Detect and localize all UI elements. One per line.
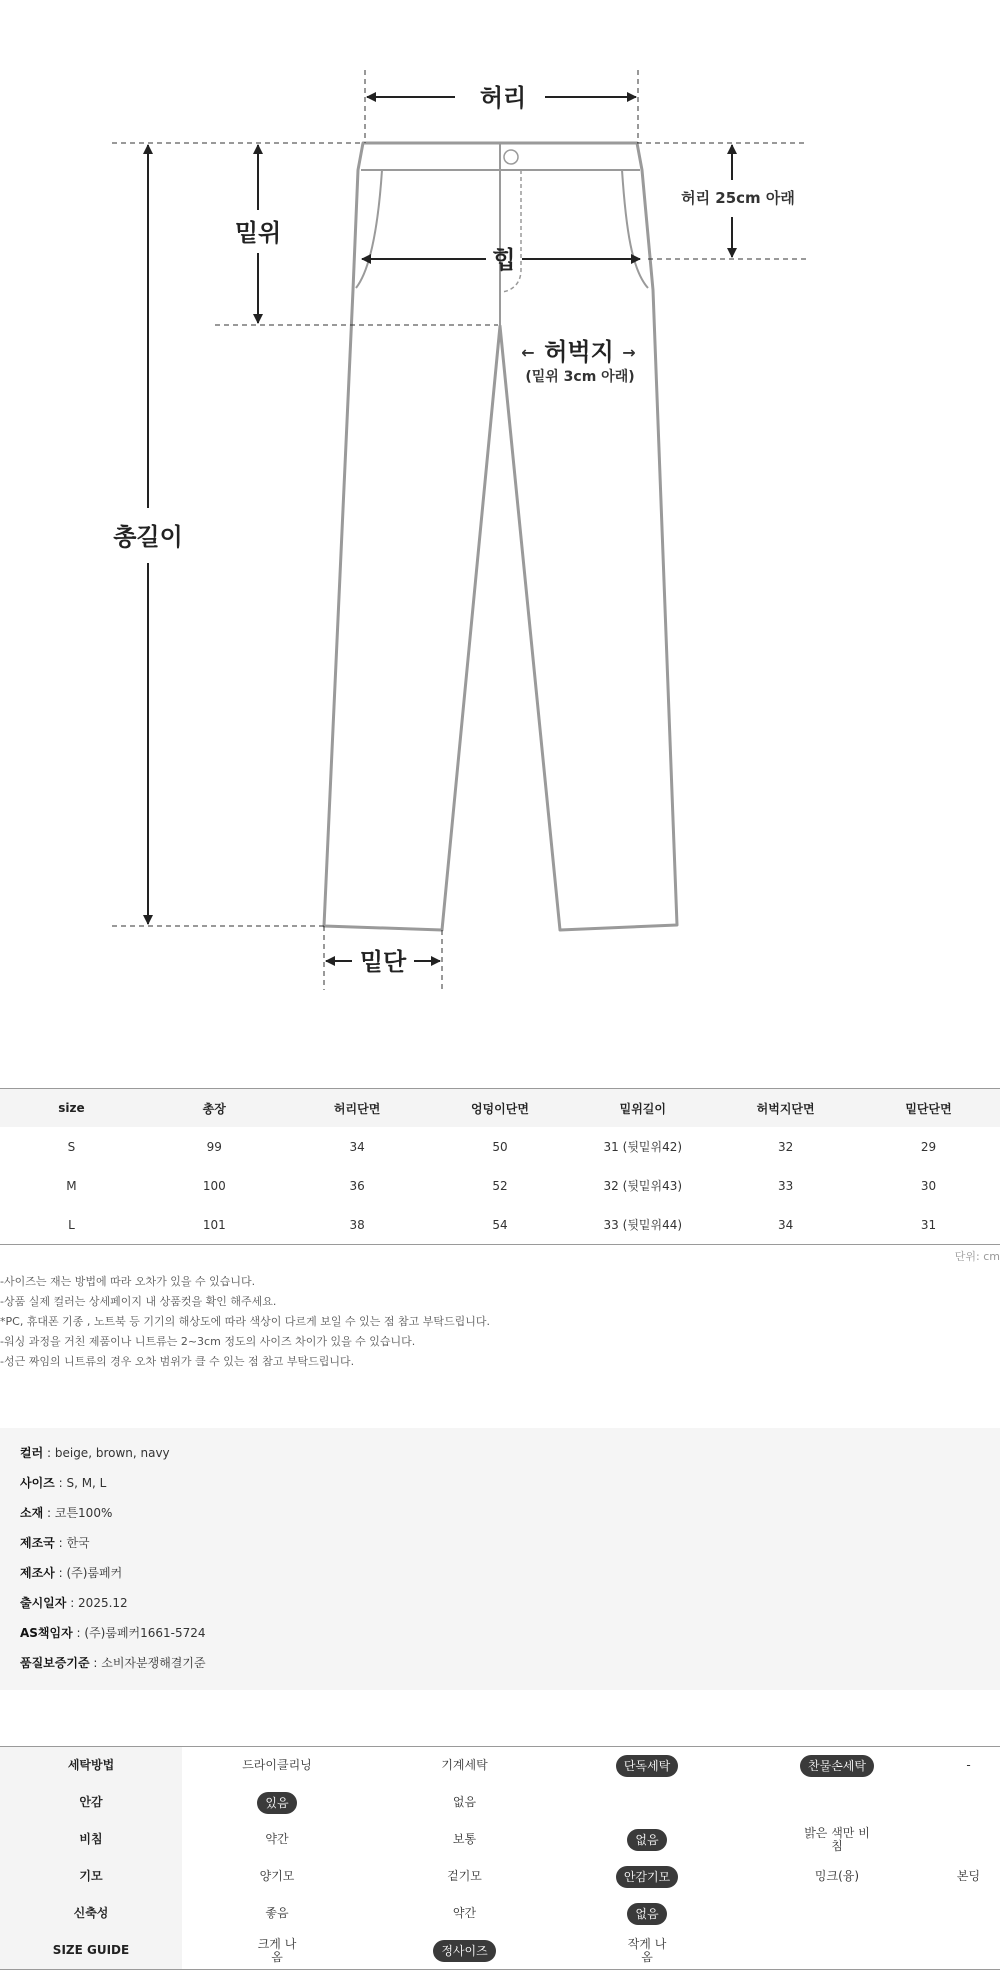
- care-cell: [182, 1784, 372, 1821]
- care-row: [0, 1932, 1000, 1970]
- care-value: 밍크(융): [814, 1869, 860, 1883]
- info-row-country: [20, 1528, 206, 1558]
- thigh-sub-label: (밑위 3cm 아래): [525, 369, 635, 385]
- header-cell: 허리단면: [286, 1089, 429, 1128]
- care-row-head: 안감: [0, 1784, 182, 1821]
- info-value: : 코튼100%: [43, 1506, 113, 1520]
- table-cell: 99: [206, 1139, 222, 1154]
- length-label: 총길이: [113, 523, 183, 551]
- size-cell: M: [66, 1178, 77, 1193]
- product-info-box: [0, 1428, 1000, 1690]
- table-cell: 101: [143, 1205, 286, 1245]
- care-value: 기계세탁: [441, 1758, 488, 1772]
- size-cell: S: [67, 1139, 76, 1154]
- care-value: -: [966, 1758, 971, 1772]
- header-cell: 총장: [143, 1089, 286, 1128]
- header-cell: size: [0, 1089, 143, 1128]
- header-cell: 허벅지단면: [714, 1089, 857, 1128]
- care-cell: [372, 1895, 557, 1932]
- header-cell: 엉덩이단면: [429, 1089, 572, 1128]
- note-line: -워싱 과정을 거친 제품이나 니트류는 2~3cm 정도의 사이즈 차이가 있을 수 있습니다.: [0, 1335, 416, 1348]
- care-row: [0, 1858, 1000, 1895]
- info-row-material: [20, 1498, 206, 1528]
- care-row: [0, 1821, 1000, 1858]
- care-cell: [557, 1858, 737, 1895]
- care-cell: [182, 1858, 372, 1895]
- hip-label: 힙: [492, 246, 516, 274]
- info-row-manufacturer: [20, 1558, 206, 1588]
- table-row: [0, 1127, 1000, 1166]
- thigh-right-arrow-icon: →: [622, 343, 636, 362]
- care-cell: [737, 1784, 937, 1821]
- care-cell: [372, 1747, 557, 1785]
- note-line: -성근 짜임의 니트류의 경우 오차 범위가 클 수 있는 점 참고 부탁드립니다.: [0, 1355, 355, 1368]
- care-cell: [737, 1821, 937, 1858]
- selected-pill: 단독세탁: [616, 1755, 678, 1777]
- header-cell: 밑단단면: [857, 1089, 1000, 1128]
- care-cell: [737, 1932, 937, 1970]
- table-cell: 100: [202, 1178, 226, 1193]
- care-cell: [937, 1784, 1000, 1821]
- table-row: [0, 1166, 1000, 1205]
- care-cell: [372, 1932, 557, 1970]
- unit-note: 단위: cm: [954, 1250, 1000, 1263]
- care-row-head: 비침: [0, 1821, 182, 1858]
- care-cell: [182, 1932, 372, 1970]
- care-value: 좋음: [265, 1906, 289, 1920]
- table-cell: 31: [857, 1205, 1000, 1245]
- info-row-as: [20, 1618, 206, 1648]
- care-row-head: 세탁방법: [0, 1747, 182, 1785]
- selected-pill: 없음: [627, 1903, 666, 1925]
- info-row-color: [20, 1438, 206, 1468]
- table-row: [0, 1205, 1000, 1245]
- table-cell: 54: [429, 1205, 572, 1245]
- table-cell: 52: [492, 1178, 508, 1193]
- table-cell: 34: [714, 1205, 857, 1245]
- hem-label: 밑단: [359, 948, 407, 976]
- info-label: 컬러: [20, 1446, 44, 1460]
- info-row-release: [20, 1588, 206, 1618]
- care-cell: [737, 1747, 937, 1785]
- info-label: AS책임자: [20, 1626, 73, 1640]
- care-row-head: SIZE GUIDE: [0, 1932, 182, 1970]
- care-value: 드라이클리닝: [242, 1758, 312, 1772]
- care-cell: [557, 1784, 737, 1821]
- waist-25-label: 허리 25cm 아래: [681, 189, 795, 207]
- info-value: : (주)룸페커1661-5724: [72, 1626, 206, 1640]
- care-row: [0, 1747, 1000, 1785]
- care-value: 보통: [452, 1832, 477, 1846]
- care-row-head: 기모: [0, 1858, 182, 1895]
- size-table: [0, 1088, 1000, 1245]
- table-cell: 50: [492, 1139, 508, 1154]
- table-cell: 32 (뒷밑위43): [603, 1179, 683, 1193]
- care-value: 밝은 색만 비 침: [804, 1825, 870, 1853]
- care-cell: [937, 1747, 1000, 1785]
- info-row-size: [20, 1468, 206, 1498]
- care-cell: [182, 1747, 372, 1785]
- care-value: 크게 나 옴: [257, 1936, 297, 1964]
- selected-pill: 안감기모: [616, 1866, 678, 1888]
- info-label: 제조사: [20, 1566, 55, 1580]
- care-row: [0, 1784, 1000, 1821]
- size-table-header: [0, 1089, 1000, 1128]
- info-value: : 소비자분쟁해결기준: [89, 1656, 206, 1670]
- note-line: -상품 실제 컬러는 상세페이지 내 상품컷을 확인 해주세요.: [0, 1295, 277, 1308]
- rise-label: 밑위: [234, 219, 282, 247]
- care-value: 약간: [265, 1832, 289, 1846]
- info-label: 품질보증기준: [20, 1656, 90, 1670]
- note-line: *PC, 휴대폰 기종 , 노트북 등 기기의 해상도에 따라 색상이 다르게 보일 수 있는 점 참고 부탁드립니다.: [0, 1315, 491, 1328]
- guide-lines: [112, 70, 808, 990]
- size-cell: L: [0, 1205, 143, 1245]
- care-cell: [182, 1821, 372, 1858]
- info-value: : 한국: [54, 1536, 90, 1550]
- table-cell: 34: [349, 1139, 365, 1154]
- info-value: : 2025.12: [66, 1596, 128, 1610]
- care-cell: [372, 1784, 557, 1821]
- care-value: 약간: [452, 1906, 477, 1920]
- info-row-quality: [20, 1648, 206, 1678]
- header-cell: 밑위길이: [571, 1089, 714, 1128]
- care-cell: [937, 1895, 1000, 1932]
- care-cell: [937, 1858, 1000, 1895]
- selected-pill: 찬물손세탁: [800, 1755, 874, 1777]
- care-cell: [737, 1858, 937, 1895]
- info-label: 제조국: [20, 1536, 55, 1550]
- waist-label: 허리: [479, 84, 527, 112]
- thigh-left-arrow-icon: ←: [521, 343, 535, 362]
- care-value: 작게 나 옴: [627, 1936, 667, 1964]
- care-cell: [937, 1932, 1000, 1970]
- selected-pill: 정사이즈: [433, 1940, 495, 1962]
- care-row: [0, 1895, 1000, 1932]
- table-cell: 33 (뒷밑위44): [571, 1205, 714, 1245]
- selected-pill: 없음: [627, 1829, 666, 1851]
- table-cell: 33: [778, 1178, 794, 1193]
- product-info-list: [20, 1438, 206, 1678]
- care-cell: [182, 1895, 372, 1932]
- care-cell: [557, 1821, 737, 1858]
- care-cell: [557, 1895, 737, 1932]
- table-cell: 38: [286, 1205, 429, 1245]
- info-label: 소재: [20, 1506, 44, 1520]
- care-table: [0, 1746, 1000, 1970]
- care-value: 겉기모: [447, 1869, 482, 1883]
- selected-pill: 있음: [257, 1792, 296, 1814]
- table-cell: 32: [778, 1139, 794, 1154]
- care-value: 양기모: [259, 1869, 295, 1883]
- thigh-label: 허벅지: [544, 338, 614, 366]
- care-cell: [557, 1747, 737, 1785]
- info-value: : S, M, L: [54, 1476, 107, 1490]
- table-cell: 36: [349, 1178, 365, 1193]
- care-cell: [372, 1821, 557, 1858]
- care-cell: [557, 1932, 737, 1970]
- table-cell: 31 (뒷밑위42): [603, 1140, 683, 1154]
- care-cell: [372, 1858, 557, 1895]
- care-row-head: 신축성: [0, 1895, 182, 1932]
- care-value: 없음: [452, 1795, 477, 1809]
- info-value: : beige, brown, navy: [43, 1446, 170, 1460]
- info-label: 출시일자: [20, 1596, 67, 1610]
- table-cell: 29: [920, 1139, 937, 1154]
- table-cell: 30: [920, 1178, 937, 1193]
- care-cell: [937, 1821, 1000, 1858]
- info-value: : (주)룸페커: [54, 1566, 123, 1580]
- info-label: 사이즈: [20, 1476, 55, 1490]
- care-value: 본딩: [956, 1869, 981, 1883]
- note-line: -사이즈는 재는 방법에 따라 오차가 있을 수 있습니다.: [0, 1275, 256, 1288]
- care-cell: [737, 1895, 937, 1932]
- size-notes: [0, 1272, 490, 1372]
